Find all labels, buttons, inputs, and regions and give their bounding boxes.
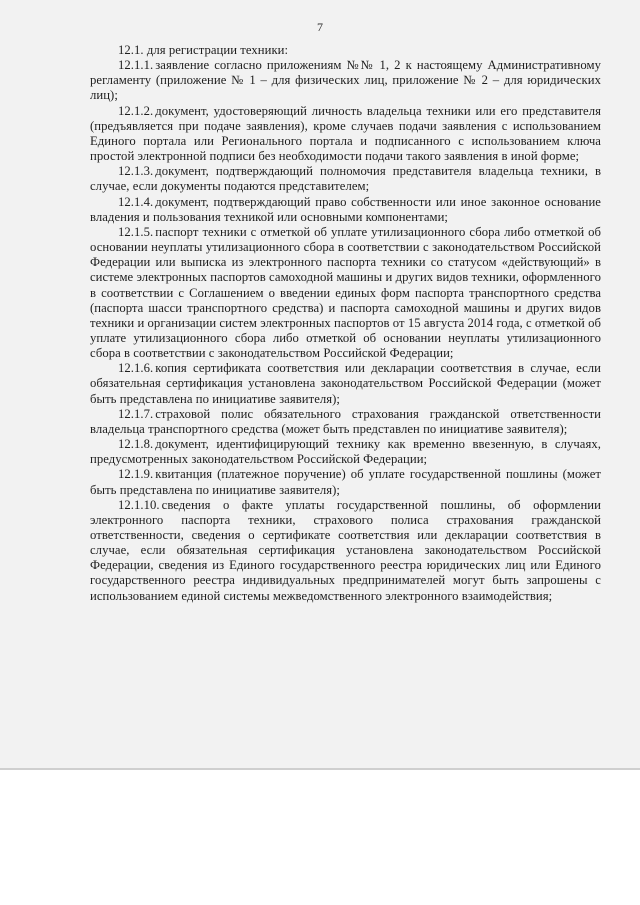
paragraph-text: копия сертификата соответствия или декларации соответствия в случае, если обязательная сертификация установлена законодательством Российской Федерации (может быть представлена по инициативе заявителя); — [90, 361, 601, 406]
paragraph-text: квитанция (платежное поручение) об уплате государственной пошлины (может быть представлена по инициативе заявителя); — [90, 467, 601, 497]
paragraph-text: сведения о факте уплаты государственной пошлины, об оформлении электронного паспорта техники, страхового полиса страхования гражданской ответственности, сведения о сертификате соответствия или декларации соответствия в случае, если обязательная сертификация установлена законодательством Российской Федерации, сведения из Единого государственного реестра юридических лиц или Единого государственного реестра индивидуальных предпринимателей могут быть запрошены с использованием единой системы межведомственного электронного взаимодействия; — [90, 497, 601, 603]
paragraph-12-1-8 — [90, 437, 601, 467]
paragraph-text: документ, идентифицирующий технику как временно ввезенную, в случаях, предусмотренных законодательством Российской Федерации; — [90, 437, 601, 467]
paragraph-number: 12.1.10. — [118, 497, 160, 512]
paragraph-text: документ, подтверждающий право собственности или иное законное основание владения и пользования техникой или основными компонентами; — [90, 194, 601, 224]
paragraph-text: страховой полис обязательного страхования гражданской ответственности владельца транспортного средства (может быть представлен по инициативе заявителя); — [90, 406, 601, 436]
paragraph-number: 12.1.5. — [118, 224, 154, 239]
paragraph-12-1-2 — [90, 104, 601, 165]
paragraph-number: 12.1.1. — [118, 58, 154, 73]
paragraph-number: 12.1.7. — [118, 406, 154, 421]
paragraph-number: 12.1.9. — [118, 467, 154, 482]
paragraph-12-1-7 — [90, 407, 601, 437]
paragraph-number: 12.1.8. — [118, 437, 154, 452]
paragraph-12-1-5 — [90, 225, 601, 361]
paragraph-12-1-6 — [90, 361, 601, 406]
paragraph-12-1-3 — [90, 164, 601, 194]
paragraph-12-1-9 — [90, 467, 601, 497]
paragraph-12-1-1 — [90, 58, 601, 103]
paragraph-number: 12.1.4. — [118, 194, 154, 209]
paragraph-12-1-10 — [90, 498, 601, 604]
paragraph-text: документ, удостоверяющий личность владельца техники или его представителя (предъявляется при подаче заявления), кроме случаев подачи заявления с использованием Единого портала или Регионального портала и подписанного с использованием ключа простой электронной подписи без необходимости подачи такого заявления в иной форме; — [90, 103, 601, 164]
page-number: 7 — [317, 20, 323, 34]
paragraph-12-1-4 — [90, 195, 601, 225]
paragraph-text: 12.1. для регистрации техники: — [118, 43, 289, 57]
paragraph-12-1 — [90, 43, 601, 58]
paragraph-number: 12.1.3. — [118, 164, 154, 179]
paragraph-number: 12.1.2. — [118, 103, 154, 118]
blank-area — [0, 770, 640, 905]
paragraph-text: документ, подтверждающий полномочия представителя владельца техники, в случае, если документы подаются представителем; — [90, 164, 601, 194]
paragraph-number: 12.1.6. — [118, 361, 154, 376]
paragraph-text: паспорт техники с отметкой об уплате утилизационного сбора либо отметкой об основании неуплаты утилизационного сбора в соответствии с законодательством Российской Федерации или выписка из электронного паспорта техники со статусом «действующий» в системе электронных паспортов самоходной машины и других видов техники, оформленного в соответствии с Соглашением о введении единых форм паспорта транспортного средства (паспорта шасси транспортного средства) и паспорта самоходной машины и других видов техники и организации систем электронных паспортов от 15 августа 2014 года, с отметкой об уплате утилизационного сбора либо отметкой об основании неуплаты утилизационного сбора в соответствии с законодательством Российской Федерации; — [90, 224, 601, 361]
paragraph-text: заявление согласно приложениям №№ 1, 2 к настоящему Административному регламенту (приложение № 1 – для физических лиц, приложение № 2 – для юридических лиц); — [90, 58, 601, 103]
document-body — [90, 43, 601, 604]
